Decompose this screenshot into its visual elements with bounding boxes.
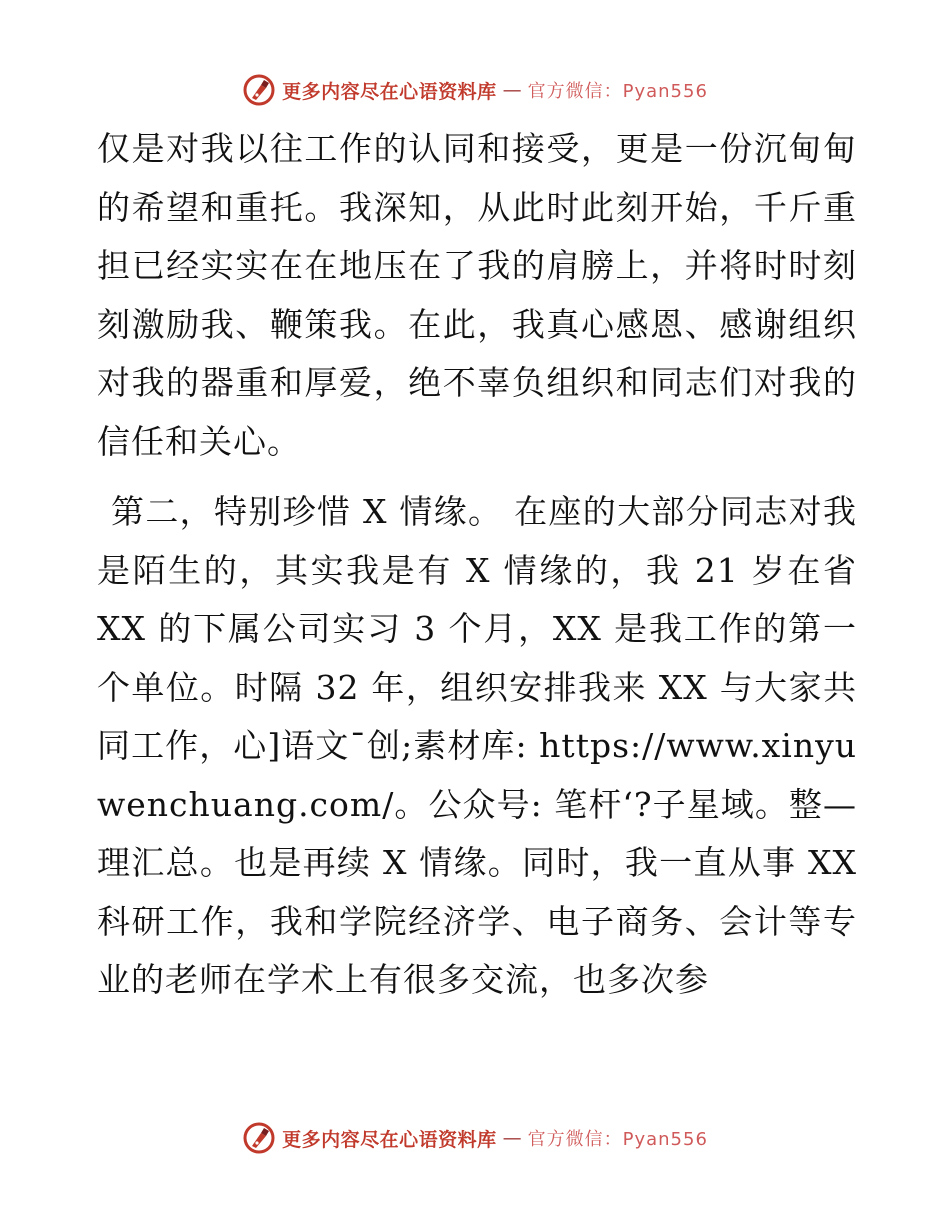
pen-nib-logo-icon (242, 73, 276, 107)
paragraph-1: 仅是对我以往工作的认同和接受，更是一份沉甸甸的希望和重托。我深知，从此时此刻开始，千斤重担已经实实在在地压在了我的肩膀上，并将时时刻刻激励我、鞭策我。在此，我真心感恩、感谢组织对我的器重和厚爱，绝不辜负组织和同志们对我的信任和关心。 (97, 129, 857, 461)
footer-watermark (0, 1118, 950, 1158)
watermark-main-text: 更多内容尽在心语资料库 (282, 80, 497, 103)
paragraph-2: 第二，特别珍惜 X 情缘。 在座的大部分同志对我是陌生的，其实我是有 X 情缘的，我 21 岁在省 XX 的下属公司实习 3 个月，XX 是我工作的第一个单位。时隔 32 年，组织安排我来 XX 与大家共同工作，心]语文¯创;素材库: https://www.xinyuwenchuang.com/。公众号: 笔杆‘?子星域。整—理汇总。也是再续 X 情缘。同时，我一直从事 XX 科研工作，我和学院经济学、电子商务、会计等专业的老师在学术上有很多交流，也多次参 (97, 492, 857, 999)
document-body (97, 120, 857, 1010)
watermark-wechat-text: 官方微信：Pyan556 (527, 81, 708, 102)
watermark-wechat-text: 官方微信：Pyan556 (527, 1129, 708, 1150)
header-watermark (0, 70, 950, 110)
watermark-separator: — (502, 79, 522, 101)
watermark-separator: — (502, 1127, 522, 1149)
pen-nib-logo-icon (242, 1121, 276, 1155)
watermark-main-text: 更多内容尽在心语资料库 (282, 1128, 497, 1151)
